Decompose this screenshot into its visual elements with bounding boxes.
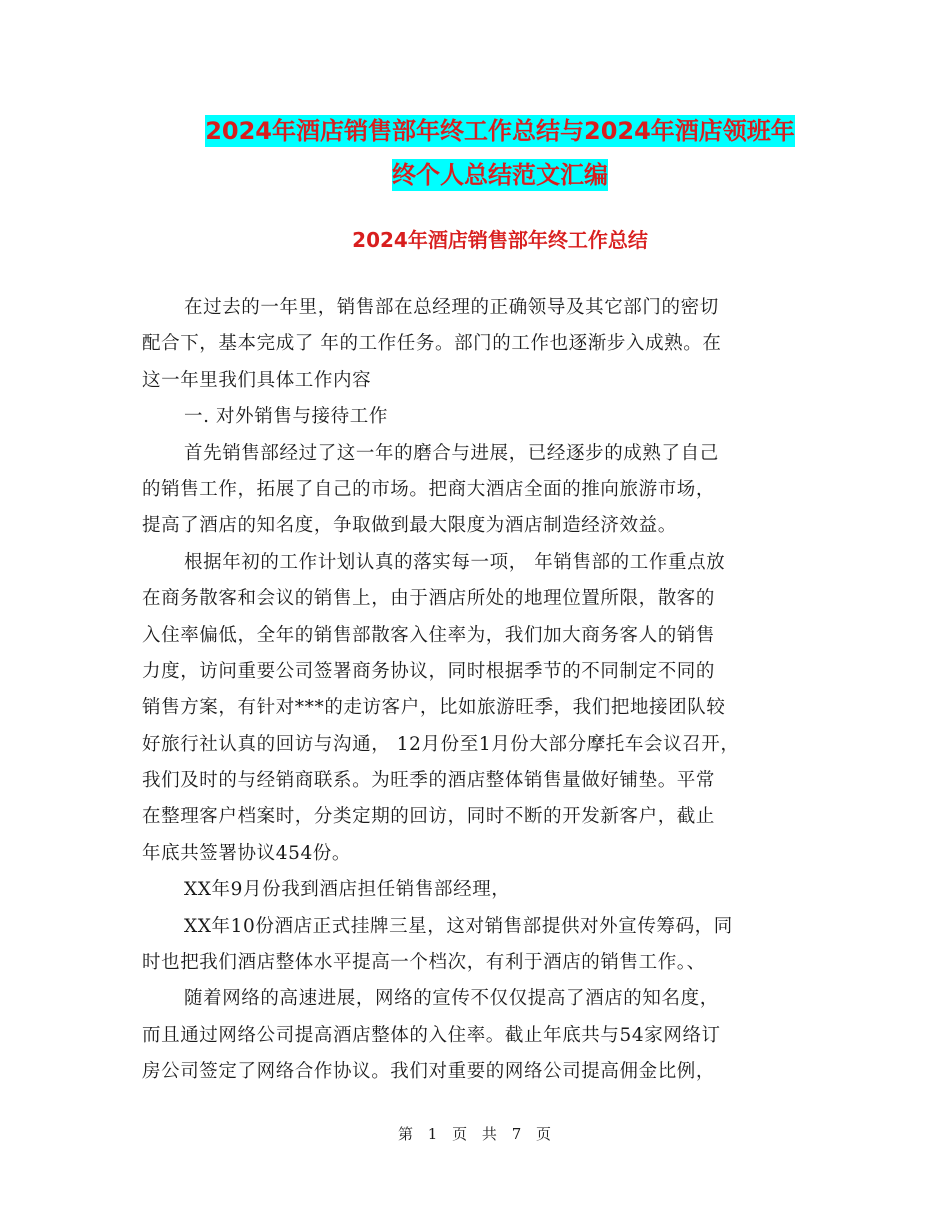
body-line: 在整理客户档案时，分类定期的回访，同时不断的开发新客户，截止 bbox=[142, 806, 716, 828]
body-line: 随着网络的高速进展，网络的宣传不仅仅提高了酒店的知名度， bbox=[184, 988, 719, 1010]
body-line: XX年10份酒店正式挂牌三星，这对销售部提供对外宣传筹码，同 bbox=[184, 915, 733, 937]
page-label: 第 bbox=[397, 1125, 414, 1143]
title-highlight: 2024年酒店销售部年终工作总结与2024年酒店领班年 bbox=[205, 117, 795, 145]
body-line: 的销售工作，拓展了自己的市场。把商大酒店全面的推向旅游市场， bbox=[142, 478, 716, 500]
document-body bbox=[142, 290, 822, 1091]
body-line: 一. 对外销售与接待工作 bbox=[184, 406, 388, 428]
body-line: 力度，访问重要公司签署商务协议，同时根据季节的不同制定不同的 bbox=[142, 660, 716, 682]
total-label: 共 bbox=[481, 1125, 498, 1143]
body-line: 在商务散客和会议的销售上，由于酒店所处的地理位置所限，散客的 bbox=[142, 588, 716, 610]
body-line: 首先销售部经过了这一年的磨合与进展，已经逐步的成熟了自己 bbox=[184, 442, 719, 464]
document-title-line-1 bbox=[140, 110, 860, 153]
page-unit: 页 bbox=[452, 1125, 469, 1143]
body-line: XX年9月份我到酒店担任销售部经理， bbox=[184, 879, 511, 901]
body-line: 配合下，基本完成了 年的工作任务。部门的工作也逐渐步入成熟。在 bbox=[142, 333, 722, 355]
body-line: 提高了酒店的知名度，争取做到最大限度为酒店制造经济效益。 bbox=[142, 515, 677, 537]
total-pages: 7 bbox=[511, 1125, 523, 1143]
document-title-line-2 bbox=[140, 154, 860, 197]
body-line: 好旅行社认真的回访与沟通， 12月份至1月份大部分摩托车会议召开， bbox=[142, 733, 740, 755]
body-line: 销售方案，有针对***的走访客户，比如旅游旺季，我们把地接团队较 bbox=[142, 697, 726, 719]
body-line: 根据年初的工作计划认真的落实每一项， 年销售部的工作重点放 bbox=[184, 551, 726, 573]
page-footer bbox=[0, 1123, 950, 1144]
body-line: 入住率偏低，全年的销售部散客入住率为，我们加大商务客人的销售 bbox=[142, 624, 716, 646]
body-line: 房公司签定了网络合作协议。我们对重要的网络公司提高佣金比例， bbox=[142, 1061, 716, 1083]
body-line: 时也把我们酒店整体水平提高一个档次，有利于酒店的销售工作。、 bbox=[142, 952, 706, 974]
body-line: 年底共签署协议454份。 bbox=[142, 842, 352, 864]
section-title: 2024年酒店销售部年终工作总结 bbox=[352, 228, 648, 252]
body-line: 而且通过网络公司提高酒店整体的入住率。截止年底共与54家网络订 bbox=[142, 1024, 721, 1046]
total-unit: 页 bbox=[536, 1125, 553, 1143]
title-highlight: 终个人总结范文汇编 bbox=[392, 161, 608, 189]
body-line: 在过去的一年里，销售部在总经理的正确领导及其它部门的密切 bbox=[184, 297, 719, 318]
body-line: 这一年里我们具体工作内容 bbox=[142, 369, 372, 391]
body-line: 我们及时的与经销商联系。为旺季的酒店整体销售量做好铺垫。平常 bbox=[142, 770, 716, 792]
page-number: 1 bbox=[427, 1125, 439, 1143]
